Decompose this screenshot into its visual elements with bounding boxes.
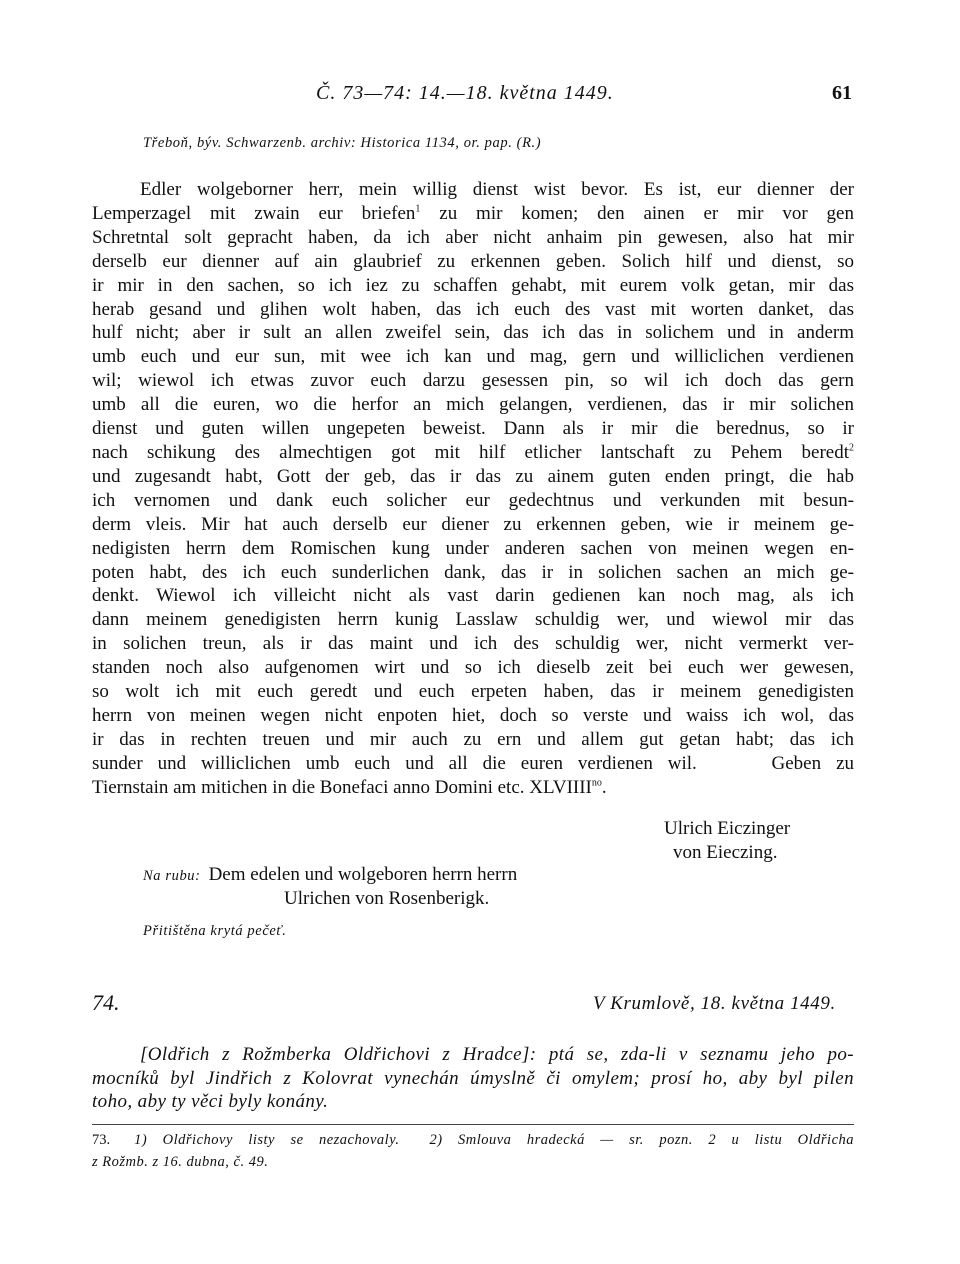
letter-line: ir das in rechten treuen und mir auch zu ern und allem gut getan habt; das ich — [92, 728, 854, 750]
letter-line: Schretntal solt gepracht haben, da ich aber nicht anhaim pin gewesen, also hat mir — [92, 226, 854, 248]
letter-line: Tiernstain am mitichen in die Bonefaci anno Domini etc. $XLVIIII^{no}$. — [92, 776, 607, 798]
letter-line: herab gesand und glihen wolt haben, das ich euch des vast mit worten danket, das — [92, 298, 854, 320]
letter-line: derselb eur dienner auf ain glaubrief zu erkennen geben. Solich hilf und dienst, so — [92, 250, 854, 272]
entry-date: V Krumlově, 18. května 1449. — [593, 993, 836, 1014]
entry-number: 74. — [92, 990, 120, 1015]
letter-line: Lemperzagel mit zwain eur briefen$^1$ zu mir komen; den ainen er mir vor gen — [92, 202, 854, 224]
footnote-1: 1) Oldřichovy listy se nezachovaly. — [134, 1132, 400, 1148]
letter-line: nach schikung des almechtigen got mit hilf etlicher lantschaft zu Pehem beredt$^2$ — [92, 441, 854, 463]
summary-line: mocníků byl Jindřich z Kolovrat vynechán úmyslně či omylem; prosí ho, aby byl pilen — [92, 1067, 854, 1089]
footnotes — [92, 1129, 854, 1173]
footnote-doc-number: 73. — [92, 1132, 111, 1148]
letter-line: ir mir in den sachen, so ich iez zu schaffen gehabt, mit eurem volk getan, mir das — [92, 274, 854, 296]
summary-line: toho, aby ty věci byly konány. — [92, 1091, 329, 1112]
signature-place: von Eieczing. — [673, 842, 778, 863]
letter-line: so wolt ich mit euch geredt und euch erpeten haben, das ir meinem genedigisten — [92, 681, 854, 703]
address-line-2: Ulrichen von Rosenberigk. — [284, 888, 490, 909]
footnote-divider — [92, 1124, 854, 1125]
letter-line: sunder und williclichen umb euch und all die euren verdienen wil. Geben zu — [92, 752, 854, 774]
footnote-2-continued: z Rožmb. z 16. dubna, č. 49. — [92, 1154, 269, 1170]
letter-body — [92, 178, 854, 800]
address-prefix: Na rubu: — [143, 868, 201, 884]
letter-line: hulf nicht; aber ir sult an allen zweifel sein, das ich das in solichem und in anderm — [92, 322, 854, 344]
address-block — [143, 863, 518, 909]
letter-line: derm vleis. Mir hat auch derselb eur diener zu erkennen geben, wie ir meinem ge- — [92, 513, 854, 535]
letter-line: nedigisten herrn dem Romischen kung under anderen sachen von meinen wegen en- — [92, 537, 854, 559]
letter-line: in solichen treun, als ir das maint und ich des schuldig wer, nicht vermerkt ver- — [92, 633, 854, 655]
signature-block — [664, 817, 790, 865]
letter-line: und zugesandt habt, Gott der geb, das ir das zu ainem guten enden pringt, die hab — [92, 465, 854, 487]
letter-line: herrn von meinen wegen nicht enpoten hiet, doch so verste und waiss ich wol, das — [92, 704, 854, 726]
footnote-ref: no — [591, 777, 602, 789]
letter-line: umb all die euren, wo die herfor an mich gelangen, verdienen, das ir mir solichen — [92, 394, 854, 416]
header-title: Č. 73—74: 14.—18. května 1449. — [316, 82, 614, 104]
letter-line: wil; wiewol ich etwas zuvor euch darzu gesessen pin, so wil ich doch das gern — [92, 370, 854, 392]
letter-line: dann meinem genedigisten herrn kunig Lasslaw schuldig wer, und wiewol mir das — [92, 609, 854, 631]
signature-name: Ulrich Eiczinger — [664, 818, 791, 839]
letter-line: dienst und guten willen ungepeten beweist. Dann als ir mir die berednus, so ir — [92, 418, 854, 440]
letter-line: ich vernomen und dank euch solicher eur gedechtnus und verkunden mit besun- — [92, 489, 854, 511]
page-number: 61 — [832, 82, 852, 104]
letter-line: denkt. Wiewol ich villeicht nicht als vast darin gedienen kan noch mag, als ich — [92, 585, 854, 607]
letter-line: poten habt, des ich euch sunderlichen dank, das ir in solichen sachen an mich ge- — [92, 561, 854, 583]
letter-line: umb euch und eur sun, mit wee ich kan und mag, gern und williclichen verdienen — [92, 346, 854, 368]
archive-source-note: Třeboň, býv. Schwarzenb. archiv: Historica 1134, or. pap. (R.) — [143, 135, 542, 151]
letter-line: Edler wolgeborner herr, mein willig dienst wist bevor. Es ist, eur dienner der — [140, 179, 854, 200]
running-header — [0, 82, 960, 112]
letter-line: standen noch also aufgenomen wirt und so ich dieselb zeit bei euch wer gewesen, — [92, 657, 854, 679]
footnote-ref: 1 — [415, 203, 421, 215]
footnote-2: 2) Smlouva hradecká — sr. pozn. 2 u listu Oldřicha — [429, 1132, 854, 1148]
seal-note: Přitištěna krytá pečeť. — [143, 923, 287, 939]
footnote-ref: 2 — [849, 442, 854, 454]
address-line-1: Dem edelen und wolgeboren herrn herrn — [208, 864, 518, 885]
entry-summary — [92, 1043, 854, 1114]
summary-line: [Oldřich z Rožmberka Oldřichovi z Hradce]: ptá se, zda-li v seznamu jeho po- — [140, 1044, 854, 1065]
footnote-line — [92, 1129, 854, 1151]
